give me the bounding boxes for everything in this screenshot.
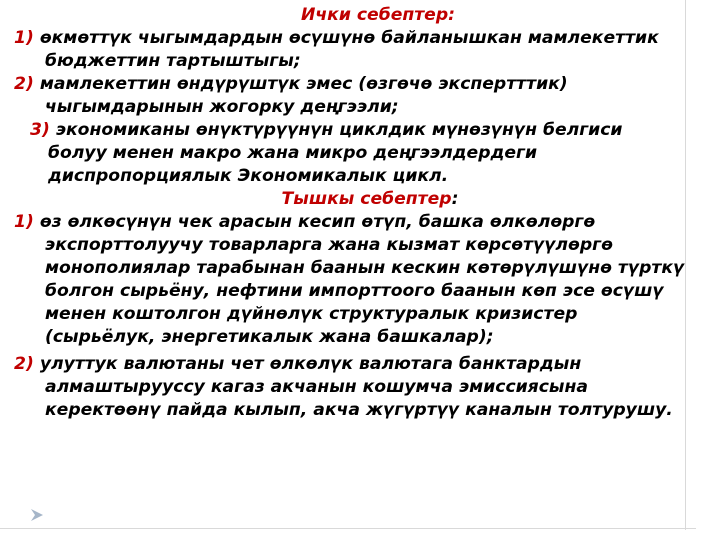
item-text: өз өлкөсүнүн чек арасын кесип өтүп, башка өлкөлөргө экспорттолуучу товарларга жана кызмат көрсөтүүлөргө монополиялар тарабынан баанын кескин көтөрүлүшүнө түрткү болгон сырьёну, нефтини импорттоого баанын көп эсе өсүшү менен коштолгон дүйнөлүк структуралык кризистер (сырьёлук, энергетикалык жана башкалар); bbox=[39, 212, 685, 347]
external-item-1 bbox=[14, 211, 686, 349]
item-number: 3) bbox=[30, 120, 50, 140]
item-number: 2) bbox=[14, 74, 34, 94]
item-text: экономиканы өнүктүрүүнүн циклдик мүнөзүнүн белгиси болуу менен макро жана микро деңгээлдердеги диспропорциялык Экономикалык цикл. bbox=[48, 120, 623, 186]
internal-item-2 bbox=[14, 73, 686, 119]
item-number: 1) bbox=[14, 28, 34, 48]
external-item-2 bbox=[14, 353, 686, 422]
internal-heading: Ички себептер: bbox=[300, 5, 456, 25]
arrow-right-icon[interactable] bbox=[30, 508, 44, 522]
internal-item-1 bbox=[14, 27, 686, 73]
divider-horizontal bbox=[0, 528, 696, 529]
internal-item-3 bbox=[14, 119, 686, 188]
external-heading-colon: : bbox=[451, 189, 459, 209]
item-text: улуттук валютаны чет өлкөлүк валютага банктардын алмаштырууссу кагаз акчанын кошумча эмиссиясына керектөөнү пайда кылып, акча жүгүртүү каналын толтурушу. bbox=[39, 354, 673, 420]
item-number: 2) bbox=[14, 354, 34, 374]
item-number: 1) bbox=[14, 212, 34, 232]
slide-content bbox=[14, 4, 686, 422]
item-text: өкмөттүк чыгымдардын өсүшүнө байланышкан мамлекеттик бюджеттин тартыштыгы; bbox=[39, 28, 659, 71]
external-heading-word: Тышкы себептер bbox=[281, 189, 452, 209]
item-text: мамлекеттин өндүрүштүк эмес (өзгөчө экспертттик) чыгымдарынын жогорку деңгээли; bbox=[39, 74, 568, 117]
external-heading bbox=[14, 188, 686, 211]
